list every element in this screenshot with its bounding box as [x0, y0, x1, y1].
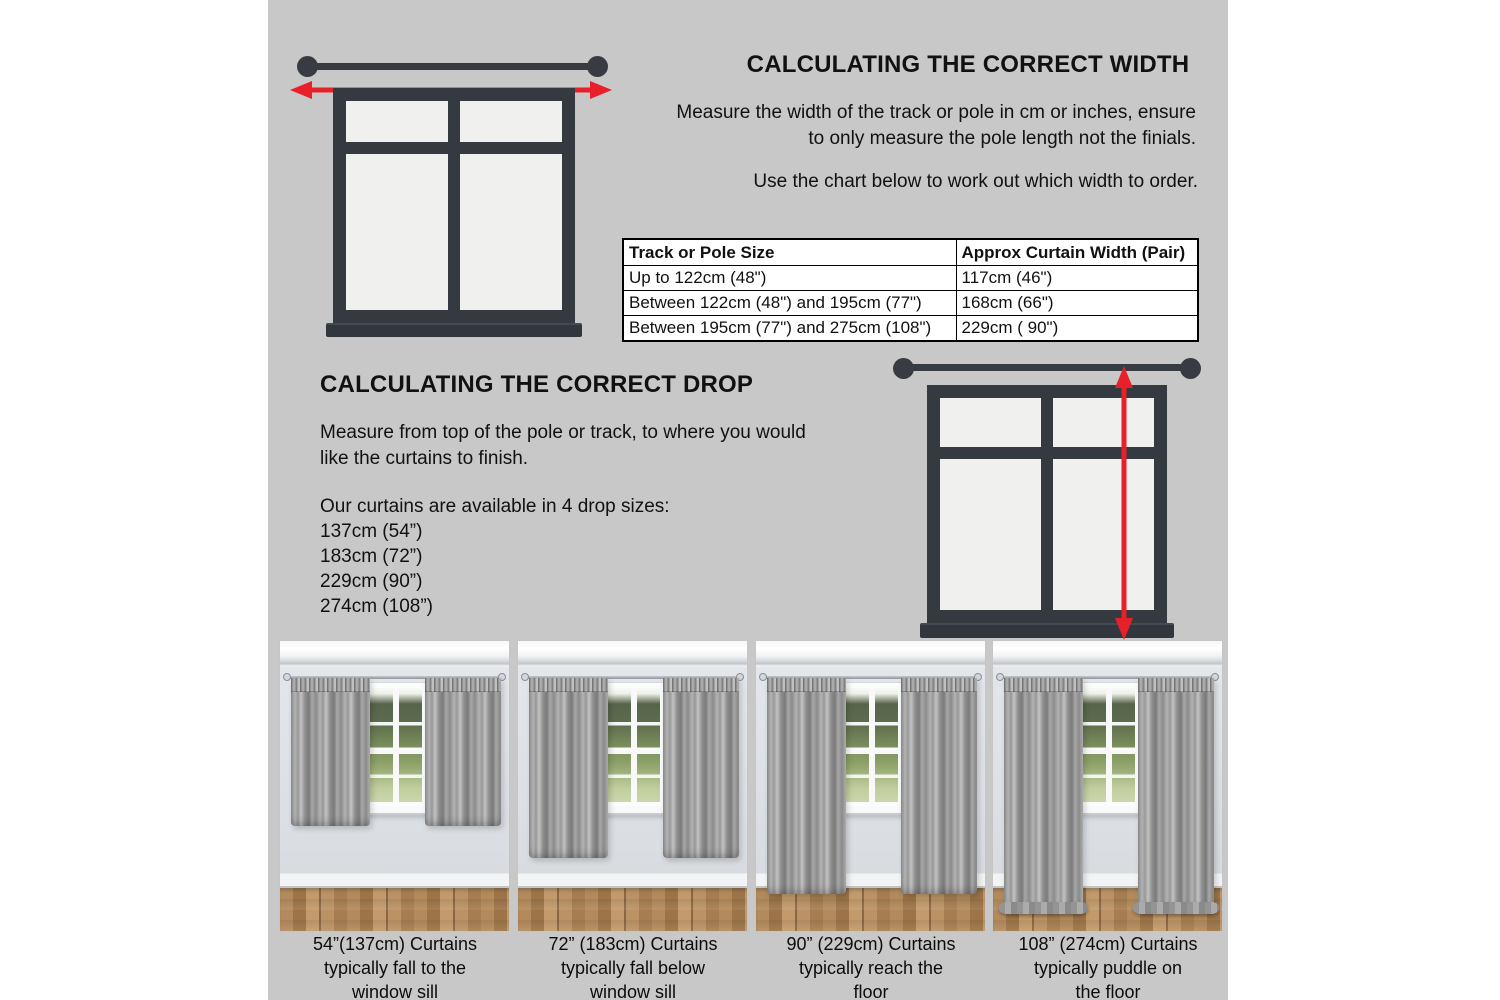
paragraph-line: Measure the width of the track or pole in cm or inches, ensure — [676, 102, 1196, 123]
photo-window — [603, 683, 665, 807]
col-header-pole-size: Track or Pole Size — [623, 239, 956, 266]
gray-panel — [268, 0, 1228, 1000]
cell-pole-size: Between 122cm (48") and 195cm (77") — [623, 291, 956, 316]
table-row — [623, 316, 1198, 342]
curtain-right — [425, 678, 501, 826]
crown-molding — [280, 641, 509, 668]
curtain-left — [1004, 678, 1083, 912]
photo-window — [841, 683, 903, 807]
drop-measure-diagram — [883, 350, 1213, 650]
curtain-left — [529, 678, 608, 858]
pole-finial-right — [587, 56, 608, 77]
crown-molding — [518, 641, 747, 668]
curtain-left — [767, 678, 846, 894]
window-graphic — [333, 88, 575, 323]
width-section-paragraph — [676, 100, 1196, 152]
paragraph-line: to only measure the pole length not the finials. — [808, 128, 1196, 149]
col-header-curtain-width: Approx Curtain Width (Pair) — [956, 239, 1198, 266]
width-section-title: CALCULATING THE CORRECT WIDTH — [746, 51, 1190, 78]
width-section-note: Use the chart below to work out which width to order. — [753, 171, 1198, 192]
cell-curtain-width: 117cm (46") — [956, 266, 1198, 291]
pole-finial-left — [297, 56, 318, 77]
baseboard — [518, 873, 747, 888]
drop-section-title: CALCULATING THE CORRECT DROP — [320, 371, 754, 398]
photo-caption-108: 108” (274cm) Curtains typically puddle on the floor — [1018, 934, 1198, 1000]
photo-curtain-54 — [280, 641, 509, 931]
photo-window — [1078, 683, 1140, 807]
cell-curtain-width: 168cm (66") — [956, 291, 1198, 316]
pole-finial-left — [893, 358, 914, 379]
wood-floor — [518, 888, 747, 931]
width-measure-diagram — [290, 48, 620, 348]
wood-floor — [280, 888, 509, 931]
photo-caption-90: 90” (229cm) Curtains typically reach the floor — [786, 934, 956, 1000]
wood-floor — [756, 888, 985, 931]
table-row — [623, 291, 1198, 316]
crown-molding — [993, 641, 1222, 668]
drop-section-paragraph — [320, 420, 806, 472]
photo-curtain-90 — [756, 641, 985, 931]
photo-curtain-72 — [518, 641, 747, 931]
curtain-pole-graphic — [308, 63, 598, 70]
table-row — [623, 266, 1198, 291]
cell-pole-size: Between 195cm (77") and 275cm (108") — [623, 316, 956, 342]
drop-size-item: 183cm (72”) — [320, 546, 423, 567]
paragraph-line: like the curtains to finish. — [320, 448, 529, 469]
drop-size-item: 274cm (108”) — [320, 596, 433, 617]
drop-sizes-list — [320, 494, 670, 619]
photo-caption-72: 72” (183cm) Curtains typically fall below window sill — [548, 934, 718, 1000]
cell-curtain-width: 229cm ( 90") — [956, 316, 1198, 342]
photo-curtain-108 — [993, 641, 1222, 931]
cell-pole-size: Up to 122cm (48") — [623, 266, 956, 291]
size-table — [622, 238, 1199, 342]
drop-size-item: 137cm (54”) — [320, 521, 423, 542]
photo-caption-54: 54”(137cm) Curtains typically fall to the window sill — [312, 934, 478, 1000]
drop-sizes-intro: Our curtains are available in 4 drop sizes: — [320, 496, 670, 517]
crown-molding — [756, 641, 985, 668]
pole-finial-right — [1180, 358, 1201, 379]
curtain-right — [663, 678, 739, 858]
paragraph-line: Measure from top of the pole or track, to where you would — [320, 422, 806, 443]
baseboard — [280, 873, 509, 888]
drop-arrow-icon — [1112, 366, 1136, 640]
window-sill-graphic — [326, 323, 582, 337]
curtain-pole-graphic — [903, 364, 1190, 371]
drop-size-item: 229cm (90”) — [320, 571, 423, 592]
table-header-row — [623, 239, 1198, 266]
curtain-left — [291, 678, 370, 826]
photo-window — [365, 683, 427, 807]
curtain-right — [1138, 678, 1214, 912]
curtain-right — [901, 678, 977, 894]
